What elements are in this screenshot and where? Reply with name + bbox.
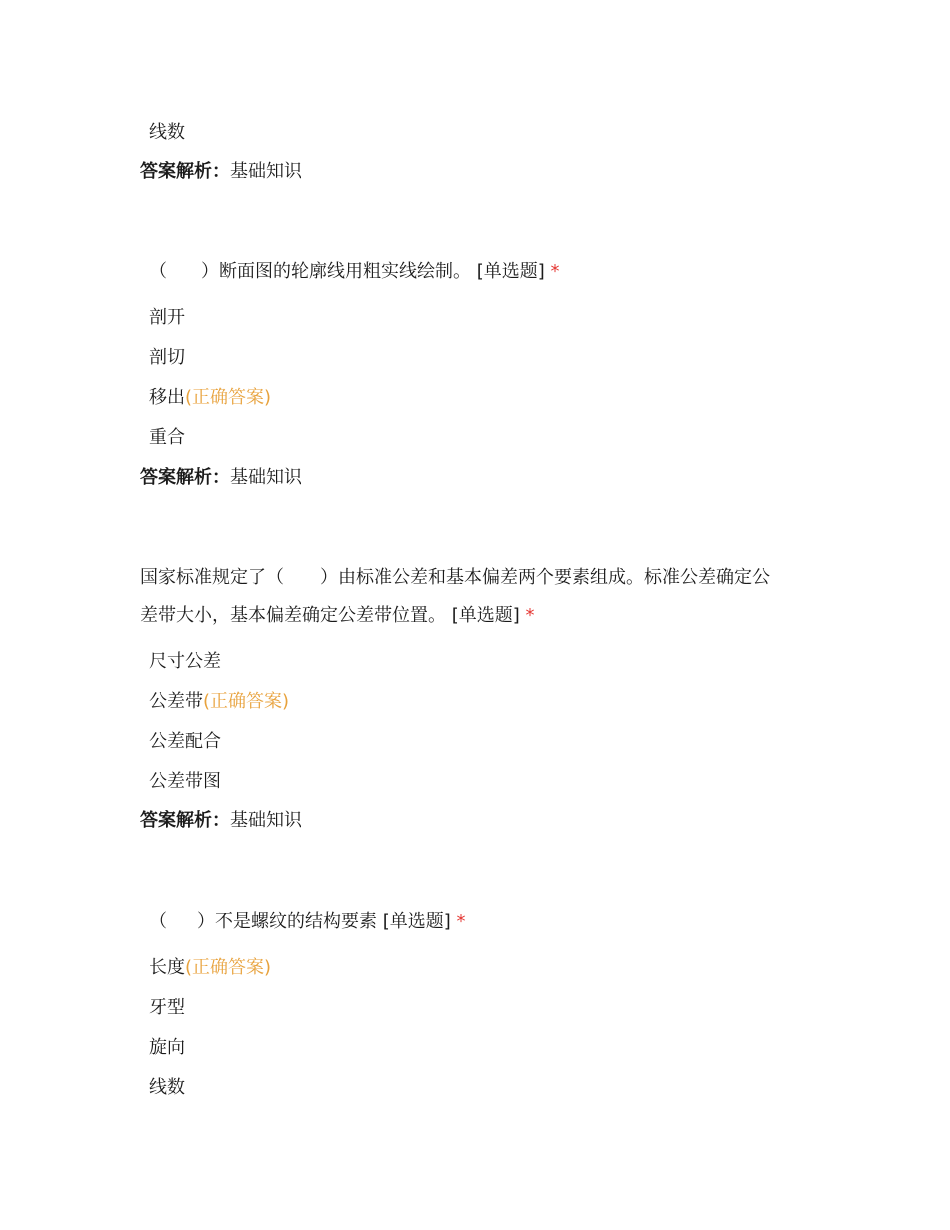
analysis-text: 基础知识 <box>230 467 302 488</box>
question-text-before: 国家标准规定了（ <box>140 567 284 588</box>
answer-analysis <box>140 809 302 833</box>
option-item <box>149 121 185 145</box>
option-label: 牙型 <box>149 997 185 1018</box>
answer-analysis <box>140 160 302 184</box>
option-item <box>149 650 221 674</box>
required-marker: * <box>550 261 560 282</box>
option-item <box>149 690 289 714</box>
option-label: 公差配合 <box>149 731 221 752</box>
question-text-after: ）断面图的轮廓线用粗实线绘制。 <box>201 261 471 282</box>
correct-answer-marker: (正确答案) <box>203 691 290 712</box>
option-label: 移出 <box>149 387 185 408</box>
option-label: 公差带图 <box>149 771 221 792</box>
question-text-line2: 差带大小，基本偏差确定公差带位置。 <box>140 605 446 626</box>
option-label: 线数 <box>149 1077 185 1098</box>
question-type-tag: [单选题] <box>382 911 451 932</box>
option-label: 重合 <box>149 427 185 448</box>
analysis-label: 答案解析： <box>140 161 230 182</box>
analysis-text: 基础知识 <box>230 810 302 831</box>
option-item <box>149 386 271 410</box>
option-label: 线数 <box>149 122 185 143</box>
analysis-label: 答案解析： <box>140 810 230 831</box>
question-title <box>140 566 770 590</box>
option-label: 剖开 <box>149 307 185 328</box>
required-marker: * <box>525 605 535 626</box>
option-item <box>149 306 185 330</box>
question-title-continued <box>140 604 535 628</box>
option-label: 剖切 <box>149 347 185 368</box>
question-title <box>149 910 466 934</box>
correct-answer-marker: (正确答案) <box>185 387 272 408</box>
option-label: 旋向 <box>149 1037 185 1058</box>
question-text-after: ）由标准公差和基本偏差两个要素组成。标准公差确定公 <box>320 567 770 588</box>
option-label: 长度 <box>149 957 185 978</box>
question-text-after: ）不是螺纹的结构要素 <box>197 911 377 932</box>
option-item <box>149 996 185 1020</box>
question-text-before: （ <box>149 911 167 932</box>
option-label: 尺寸公差 <box>149 651 221 672</box>
analysis-label: 答案解析： <box>140 467 230 488</box>
option-item <box>149 426 185 450</box>
option-label: 公差带 <box>149 691 203 712</box>
option-item <box>149 346 185 370</box>
question-type-tag: [单选题] <box>476 261 545 282</box>
option-item <box>149 956 271 980</box>
question-title <box>149 260 560 284</box>
correct-answer-marker: (正确答案) <box>185 957 272 978</box>
answer-analysis <box>140 466 302 490</box>
option-item <box>149 1036 185 1060</box>
question-type-tag: [单选题] <box>451 605 520 626</box>
question-text-before: （ <box>149 261 167 282</box>
analysis-text: 基础知识 <box>230 161 302 182</box>
option-item <box>149 1076 185 1100</box>
required-marker: * <box>456 911 466 932</box>
option-item <box>149 770 221 794</box>
option-item <box>149 730 221 754</box>
